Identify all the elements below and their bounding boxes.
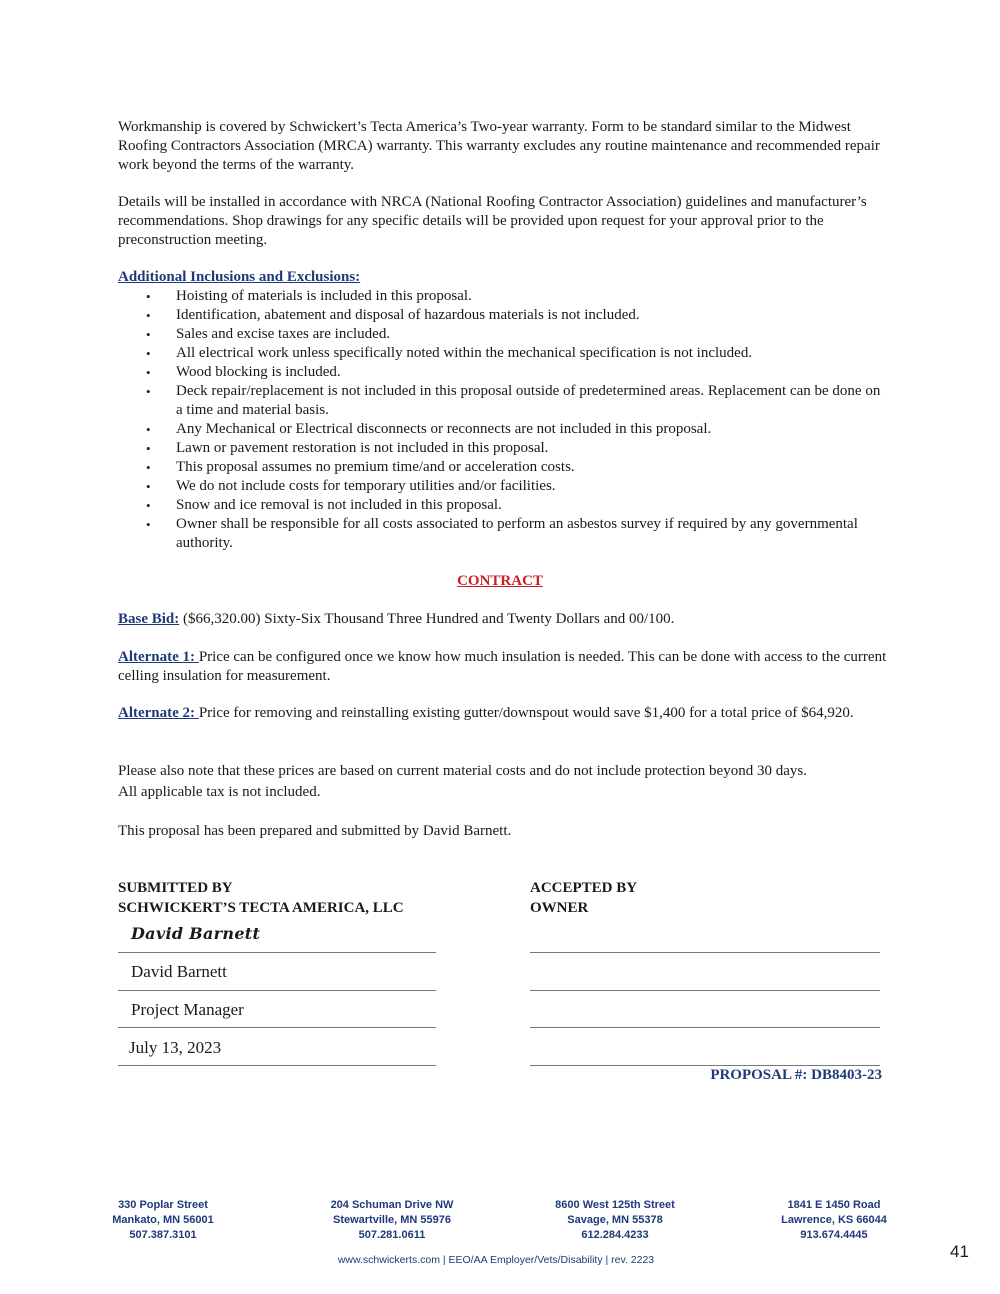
list-item: • Owner shall be responsible for all costs associated to perform an asbestos survey if required by any governmental authority. <box>146 516 858 551</box>
accepted-owner: OWNER <box>530 900 589 916</box>
list-item: • Lawn or pavement restoration is not included in this proposal. <box>146 440 549 456</box>
office-city: Lawrence, KS 66044 <box>781 1214 887 1226</box>
office-phone: 507.281.0611 <box>358 1229 426 1241</box>
owner-date-line[interactable] <box>530 1065 880 1066</box>
office-city: Stewartville, MN 55976 <box>332 1214 451 1226</box>
accepted-by-heading <box>530 878 637 918</box>
list-item: • Sales and excise taxes are included. <box>146 326 391 342</box>
office-phone: 507.387.3101 <box>129 1229 197 1241</box>
office-street: 204 Schuman Drive NW <box>330 1199 454 1211</box>
bullet-icon: • <box>146 422 151 437</box>
inclusions-list <box>118 287 888 553</box>
proposal-number: PROPOSAL #: DB8403-23 <box>710 1067 882 1083</box>
submitted-by-label: SUBMITTED BY <box>118 880 233 896</box>
owner-title-line[interactable] <box>530 1027 880 1028</box>
submitter-title: Project Manager <box>131 1000 244 1019</box>
office-lawrence <box>734 1198 934 1243</box>
signature-line <box>118 952 436 953</box>
list-item: • Hoisting of materials is included in this proposal. <box>146 288 472 304</box>
bullet-icon: • <box>146 346 151 361</box>
details-paragraph: Details will be installed in accordance with NRCA (National Roofing Contractor Association) guidelines and manufacturer’s recommendations. Shop drawings for any specific details will be provided upon request for your approval prior to the preconstruction meeting. <box>118 194 867 248</box>
list-item: • Any Mechanical or Electrical disconnects or reconnects are not included in this proposal. <box>146 421 712 437</box>
bullet-icon: • <box>146 365 151 380</box>
owner-name-line[interactable] <box>530 990 880 991</box>
office-street: 330 Poplar Street <box>118 1199 208 1211</box>
bullet-icon: • <box>146 498 151 513</box>
prices-note-line-2: All applicable tax is not included. <box>118 784 321 800</box>
office-phone: 913.674.4445 <box>800 1229 868 1241</box>
office-street: 1841 E 1450 Road <box>787 1199 881 1211</box>
alternate-1-text: Price can be configured once we know how much insulation is needed. This can be done with access to the current celling insulation for measurement. <box>118 649 887 684</box>
bullet-icon: • <box>146 517 151 532</box>
list-item: • This proposal assumes no premium time/and or acceleration costs. <box>146 459 575 475</box>
bullet-icon: • <box>146 479 151 494</box>
office-phone: 612.284.4233 <box>581 1229 649 1241</box>
bullet-icon: • <box>146 384 151 399</box>
handwritten-signature: David Barnett <box>131 924 261 943</box>
office-city: Savage, MN 55378 <box>567 1214 663 1226</box>
office-stewartville <box>292 1198 492 1243</box>
submission-date: July 13, 2023 <box>129 1038 222 1057</box>
list-item: • Identification, abatement and disposal of hazardous materials is not included. <box>146 307 640 323</box>
warranty-paragraph: Workmanship is covered by Schwickert’s Tecta America’s Two-year warranty. Form to be standard similar to the Midwest Roofing Contractors Association (MRCA) warranty. This warranty excludes any routine maintenance and recommended repair work beyond the terms of the warranty. <box>118 119 880 173</box>
bullet-icon: • <box>146 327 151 342</box>
owner-signature-line[interactable] <box>530 952 880 953</box>
list-item: • Deck repair/replacement is not included in this proposal outside of predetermined areas. Replacement can be done on a time and material basis. <box>146 383 881 418</box>
inclusions-heading <box>118 268 888 287</box>
alternate-2-label: Alternate 2: <box>118 705 199 721</box>
page-number: 41 <box>950 1242 969 1261</box>
list-item: • Snow and ice removal is not included in this proposal. <box>146 497 502 513</box>
office-city: Mankato, MN 56001 <box>112 1214 214 1226</box>
date-line <box>118 1065 436 1066</box>
submitter-name: David Barnett <box>131 962 227 981</box>
accepted-by-label: ACCEPTED BY <box>530 880 638 896</box>
submitted-by-heading <box>118 878 404 918</box>
office-savage <box>515 1198 715 1243</box>
alternate-1-paragraph <box>118 648 888 686</box>
list-item: • All electrical work unless specifically noted within the mechanical specification is not included. <box>146 345 753 361</box>
alternate-2-paragraph <box>118 704 888 723</box>
base-bid-label: Base Bid: <box>118 611 180 627</box>
office-mankato <box>63 1198 263 1243</box>
prices-note-line-1: Please also note that these prices are based on current material costs and do not include protection beyond 30 days. <box>118 763 807 779</box>
submitted-company: SCHWICKERT’S TECTA AMERICA, LLC <box>118 900 404 916</box>
footer-website-line: www.schwickerts.com | EEO/AA Employer/Vets/Disability | rev. 2223 <box>337 1254 655 1266</box>
bullet-icon: • <box>146 441 151 456</box>
bullet-icon: • <box>146 289 151 304</box>
prices-note <box>118 761 888 803</box>
contract-title: CONTRACT <box>457 573 543 589</box>
list-item: • We do not include costs for temporary utilities and/or facilities. <box>146 478 556 494</box>
inclusions-heading-text: Additional Inclusions and Exclusions: <box>118 269 361 285</box>
alternate-2-text: Price for removing and reinstalling existing gutter/downspout would save $1,400 for a total price of $64,920. <box>198 705 854 721</box>
bullet-icon: • <box>146 460 151 475</box>
office-street: 8600 West 125th Street <box>555 1199 675 1211</box>
list-item: • Wood blocking is included. <box>146 364 341 380</box>
bullet-icon: • <box>146 308 151 323</box>
alternate-1-label: Alternate 1: <box>118 649 199 665</box>
prepared-by-text: This proposal has been prepared and submitted by David Barnett. <box>118 823 512 839</box>
base-bid-line <box>118 610 888 629</box>
name-line <box>118 990 436 991</box>
title-line <box>118 1027 436 1028</box>
base-bid-text: ($66,320.00) Sixty-Six Thousand Three Hundred and Twenty Dollars and 00/100. <box>179 611 675 627</box>
